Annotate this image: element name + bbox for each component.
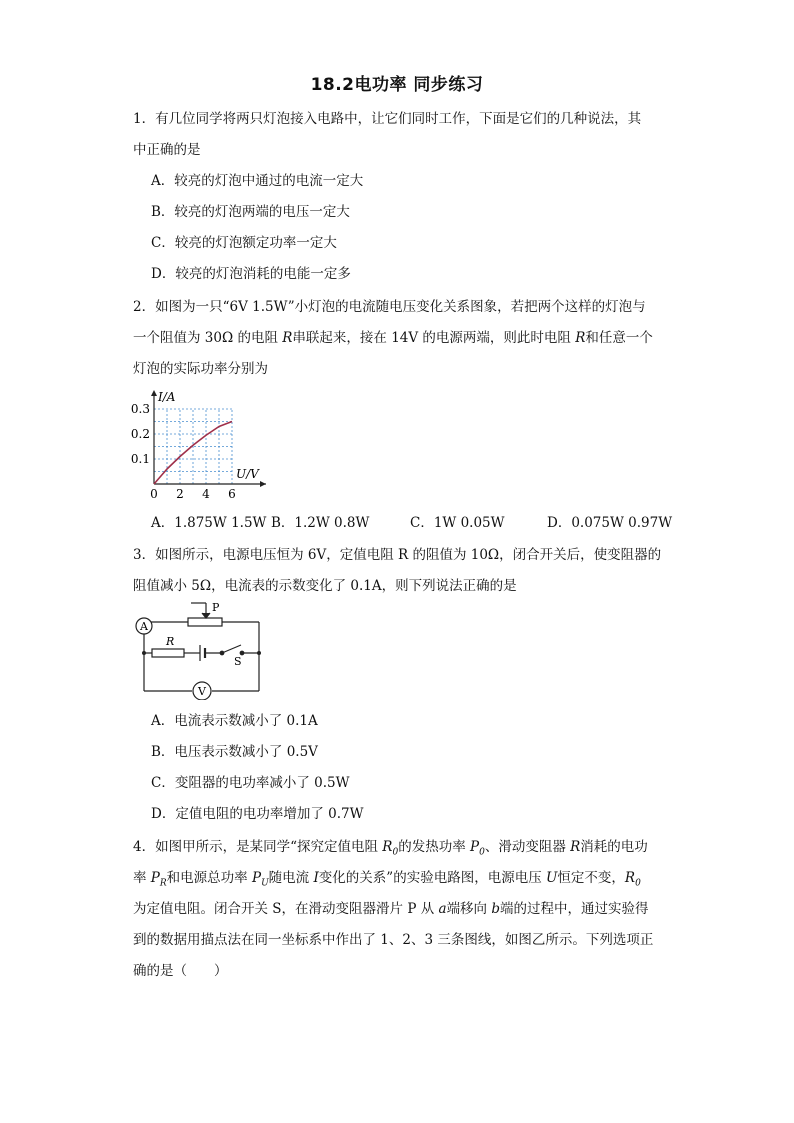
x-tick-label: 6 (228, 487, 236, 501)
q2-stem-line1: 2．如图为一只“6V 1.5W”小灯泡的电流随电压变化关系图象，若把两个这样的灯泡与 (133, 299, 646, 315)
q2-option-b: B．1.2W 0.8W (271, 515, 370, 531)
y-tick-label: 0.2 (130, 427, 150, 441)
q1-stem-line1: 1．有几位同学将两只灯泡接入电路中，让它们同时工作，下面是它们的几种说法，其 (133, 111, 642, 127)
q2-stem-line3: 灯泡的实际功率分别为 (133, 361, 268, 377)
y-tick-label: 0.3 (130, 402, 150, 416)
q3-option-b: B．电压表示数减小了 0.5V (151, 744, 318, 760)
q4-stem-line3: 为定值电阻。闭合开关 S，在滑动变阻器滑片 P 从 a端移向 b端的过程中，通过实验得 (133, 901, 649, 917)
circuit-diagram (128, 600, 268, 700)
q4-stem-line5: 确的是（ ） (133, 963, 228, 979)
y-tick-label: 0.1 (130, 452, 150, 466)
x-tick-label: 2 (176, 487, 184, 501)
voltmeter-label: V (198, 685, 206, 698)
q3-option-c: C．变阻器的电功率减小了 0.5W (151, 775, 350, 791)
switch-label: S (234, 655, 242, 668)
q4-stem-line1: 4．如图甲所示，是某同学“探究定值电阻 $R_0$的发热功率 $P_0$、滑动变阻器 R消耗的电功 (133, 839, 648, 858)
q2-stem-line2: 一个阻值为 30Ω 的电阻 R串联起来，接在 14V 的电源两端，则此时电阻 R和任意一个 (133, 330, 653, 346)
x-axis-arrow (260, 481, 266, 487)
page-title: 18.2电功率 同步练习 (310, 75, 484, 95)
q3-stem-line1: 3．如图所示，电源电压恒为 6V，定值电阻 R 的阻值为 10Ω，闭合开关后，使变阻器的 (133, 547, 662, 563)
q1-option-d: D．较亮的灯泡消耗的电能一定多 (151, 266, 351, 282)
q1-stem-line2: 中正确的是 (133, 142, 201, 158)
q2-option-d: D．0.075W 0.97W (547, 515, 673, 531)
chart-grid (154, 409, 232, 484)
ammeter-label: A (140, 620, 148, 633)
x-tick-label: 4 (202, 487, 210, 501)
q4-stem-line4: 到的数据用描点法在同一坐标系中作出了 1、2、3 三条图线，如图乙所示。下列选项正 (133, 932, 654, 948)
q1-option-a: A．较亮的灯泡中通过的电流一定大 (151, 173, 364, 189)
x-axis-label: U/V (236, 467, 259, 481)
resistor-r (152, 649, 184, 657)
q2-option-c: C．1W 0.05W (410, 515, 505, 531)
q1-option-b: B．较亮的灯泡两端的电压一定大 (151, 204, 350, 220)
q3-option-d: D．定值电阻的电功率增加了 0.7W (151, 806, 364, 822)
resistor-label: R (166, 635, 175, 648)
rheostat (188, 618, 222, 626)
slider-label: P (212, 601, 220, 614)
q3-option-a: A．电流表示数减小了 0.1A (151, 713, 318, 729)
chart-tick-labels (131, 402, 236, 501)
x-tick-label: 0 (150, 487, 158, 501)
y-axis-label: I/A (158, 390, 176, 404)
q1-option-c: C．较亮的灯泡额定功率一定大 (151, 235, 337, 251)
q4-stem-line2: 率 $P_R$和电源总功率 $P_U$随电流 I变化的关系”的实验电路图，电源电压 U恒定不变，$R_0$ (133, 870, 641, 889)
switch-s (222, 645, 241, 653)
iv-curve-chart (128, 388, 278, 504)
y-axis-arrow (151, 390, 157, 396)
q2-option-a: A．1.875W 1.5W (151, 515, 267, 531)
q3-stem-line2: 阻值减小 5Ω，电流表的示数变化了 0.1A，则下列说法正确的是 (133, 578, 517, 594)
